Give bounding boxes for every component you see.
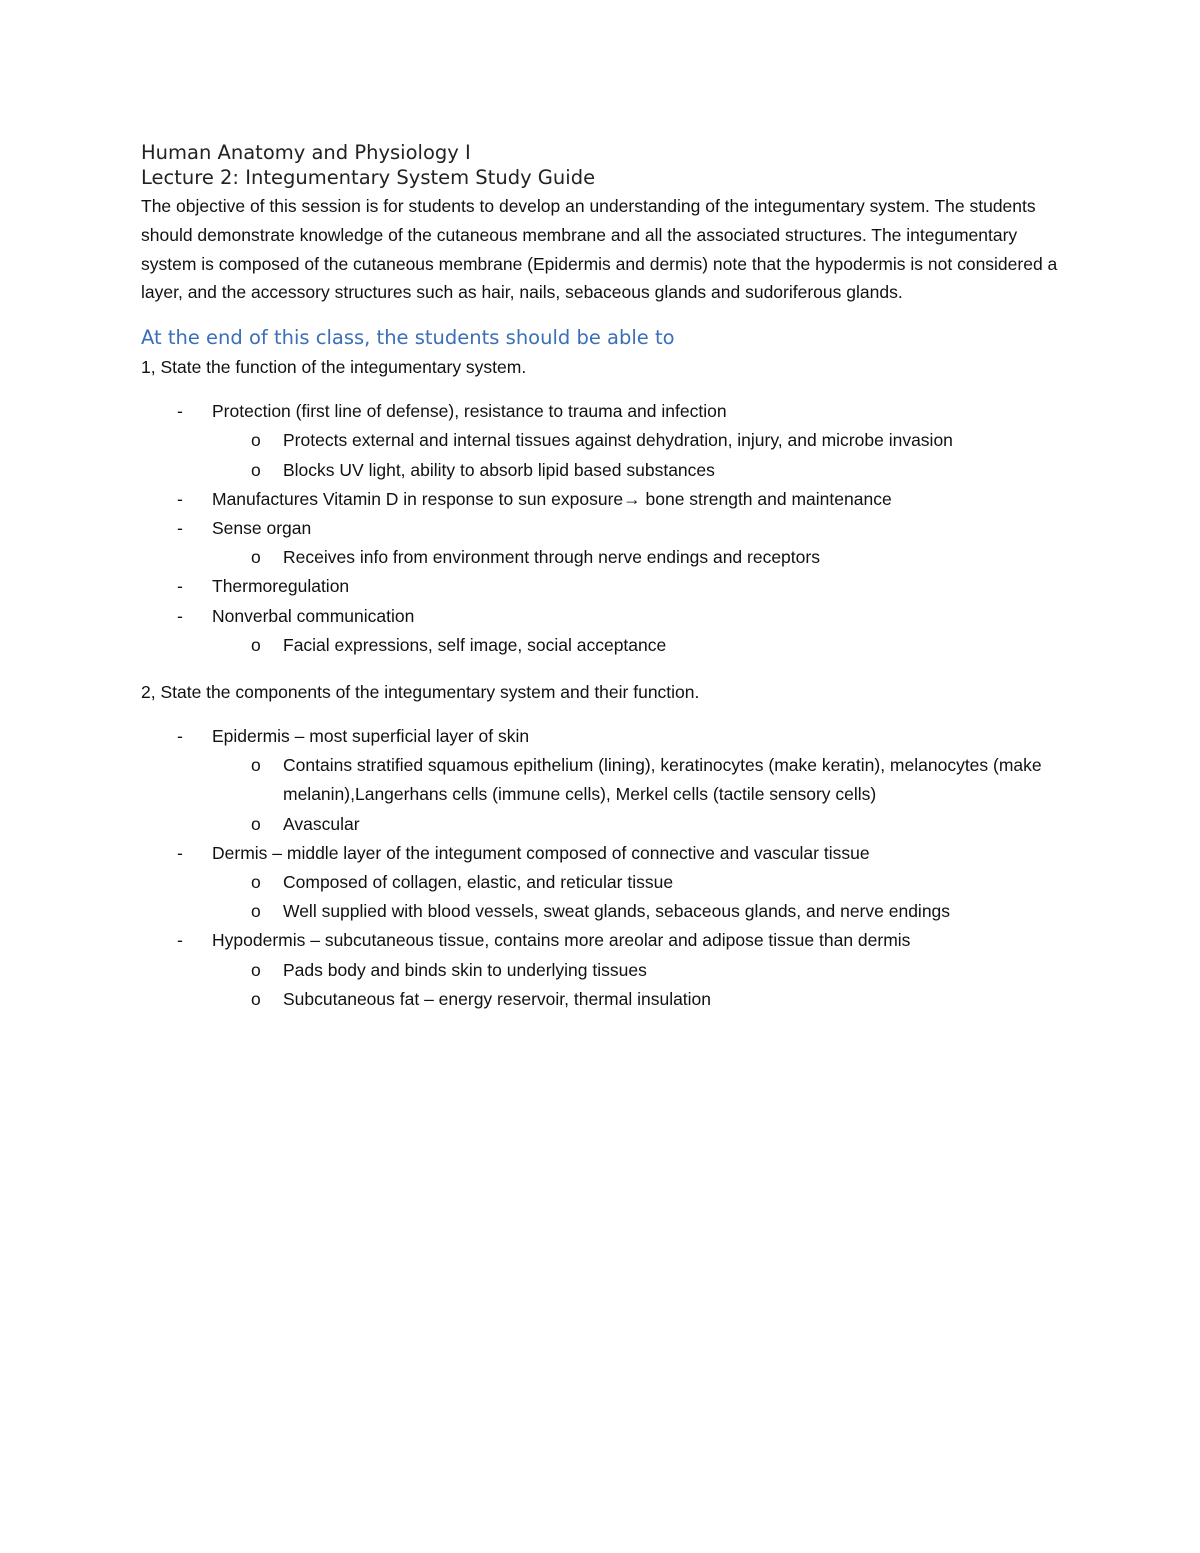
- list-item-label: Protection (first line of defense), resistance to trauma and infection: [212, 401, 727, 422]
- sub-list: [212, 426, 1061, 484]
- dash-bullet: -: [177, 726, 183, 747]
- list-item-text: [212, 843, 870, 863]
- sub-list: [212, 751, 1061, 839]
- sub-list-item-text: Avascular: [283, 813, 360, 834]
- list-item: [141, 514, 1061, 572]
- sub-list-item-text: Blocks UV light, ability to absorb lipid based substances: [283, 459, 715, 480]
- circle-bullet: o: [251, 430, 261, 451]
- circle-bullet: o: [251, 634, 261, 655]
- sub-list: [212, 631, 1061, 660]
- sub-list-item-text: Well supplied with blood vessels, sweat glands, sebaceous glands, and nerve endings: [283, 901, 951, 922]
- sub-list-item: [141, 868, 1061, 897]
- question-1-title: 1, State the function of the integumentary system.: [141, 357, 527, 378]
- lecture-title: Lecture 2: Integumentary System Study Guide: [141, 166, 596, 189]
- list-item-label-continued: bone strength and maintenance: [640, 488, 892, 509]
- sub-list-item: [141, 751, 1061, 809]
- sub-list-item: [141, 956, 1061, 985]
- sub-list-item: [141, 456, 1061, 485]
- list-item-text: [212, 401, 727, 421]
- circle-bullet: o: [251, 959, 261, 980]
- sub-list: [212, 543, 1061, 572]
- sub-list-item: [141, 543, 1061, 572]
- dash-bullet: -: [177, 488, 183, 509]
- sub-list-item-text: Composed of collagen, elastic, and reticular tissue: [283, 872, 674, 893]
- list-item: [141, 485, 1061, 514]
- course-title: Human Anatomy and Physiology I: [141, 141, 471, 164]
- list-item: [141, 926, 1061, 1014]
- sub-list-item-text: Pads body and binds skin to underlying tissues: [283, 959, 647, 980]
- list-item-label: Hypodermis – subcutaneous tissue, contains more areolar and adipose tissue than dermis: [212, 930, 911, 951]
- list-item: [141, 839, 1061, 927]
- question-1-list: [141, 397, 1061, 660]
- dash-bullet: -: [177, 518, 183, 538]
- sub-list-item-text: Protects external and internal tissues against dehydration, injury, and microbe invasion: [283, 430, 953, 451]
- sub-list-item-text: Subcutaneous fat – energy reservoir, thermal insulation: [283, 988, 712, 1009]
- circle-bullet: o: [251, 459, 261, 480]
- list-item: [141, 572, 1061, 601]
- document-page: [141, 140, 1061, 1014]
- dash-bullet: -: [177, 842, 183, 863]
- sub-list-item-text: Receives info from environment through nerve endings and receptors: [283, 547, 820, 568]
- sub-list-item: [141, 985, 1061, 1014]
- list-item-text: [212, 930, 910, 950]
- list-item-text: [212, 606, 414, 626]
- circle-bullet: o: [251, 872, 261, 893]
- circle-bullet: o: [251, 755, 261, 776]
- dash-bullet: -: [177, 930, 183, 951]
- list-item-label: Thermoregulation: [212, 576, 350, 597]
- circle-bullet: o: [251, 901, 261, 922]
- list-item-label: Manufactures Vitamin D in response to sun exposure: [212, 488, 624, 509]
- list-item-text: [212, 726, 529, 746]
- list-item-label: Sense organ: [212, 518, 312, 538]
- dash-bullet: -: [177, 576, 183, 597]
- list-item-label: Dermis – middle layer of the integument composed of connective and vascular tissue: [212, 842, 870, 863]
- dash-bullet: -: [177, 401, 183, 422]
- question-2-list: [141, 722, 1061, 1014]
- sub-list-item: [141, 897, 1061, 926]
- list-item-text: [212, 576, 349, 596]
- list-item-text: [212, 518, 311, 538]
- arrow-icon: →: [623, 488, 641, 509]
- list-item-text: [212, 489, 892, 509]
- objectives-heading: At the end of this class, the students should be able to: [141, 326, 675, 350]
- intro-paragraph: The objective of this session is for students to develop an understanding of the integumentary system. The students should demonstrate knowledge of the cutaneous membrane and all the associated structures. The integumentary system is composed of the cutaneous membrane (Epidermis and dermis) note that the hypodermis is not considered a layer, and the accessory structures such as hair, nails, sebaceous glands and sudoriferous glands.: [141, 196, 1058, 303]
- question-2-title: 2, State the components of the integumentary system and their function.: [141, 682, 700, 703]
- sub-list-item: [141, 631, 1061, 660]
- sub-list: [212, 956, 1061, 1014]
- sub-list-item-text: Contains stratified squamous epithelium (lining), keratinocytes (make keratin), melanocytes (make melanin),Langerhans cells (immune cells), Merkel cells (tactile sensory cells): [283, 755, 1042, 805]
- list-item-label: Epidermis – most superficial layer of skin: [212, 726, 530, 747]
- sub-list: [212, 868, 1061, 926]
- circle-bullet: o: [251, 988, 261, 1009]
- list-item: [141, 602, 1061, 660]
- circle-bullet: o: [251, 547, 261, 568]
- list-item: [141, 397, 1061, 485]
- sub-list-item-text: Facial expressions, self image, social acceptance: [283, 634, 667, 655]
- sub-list-item: [141, 810, 1061, 839]
- circle-bullet: o: [251, 813, 261, 834]
- list-item-label: Nonverbal communication: [212, 605, 415, 626]
- sub-list-item: [141, 426, 1061, 455]
- list-item: [141, 722, 1061, 839]
- dash-bullet: -: [177, 605, 183, 626]
